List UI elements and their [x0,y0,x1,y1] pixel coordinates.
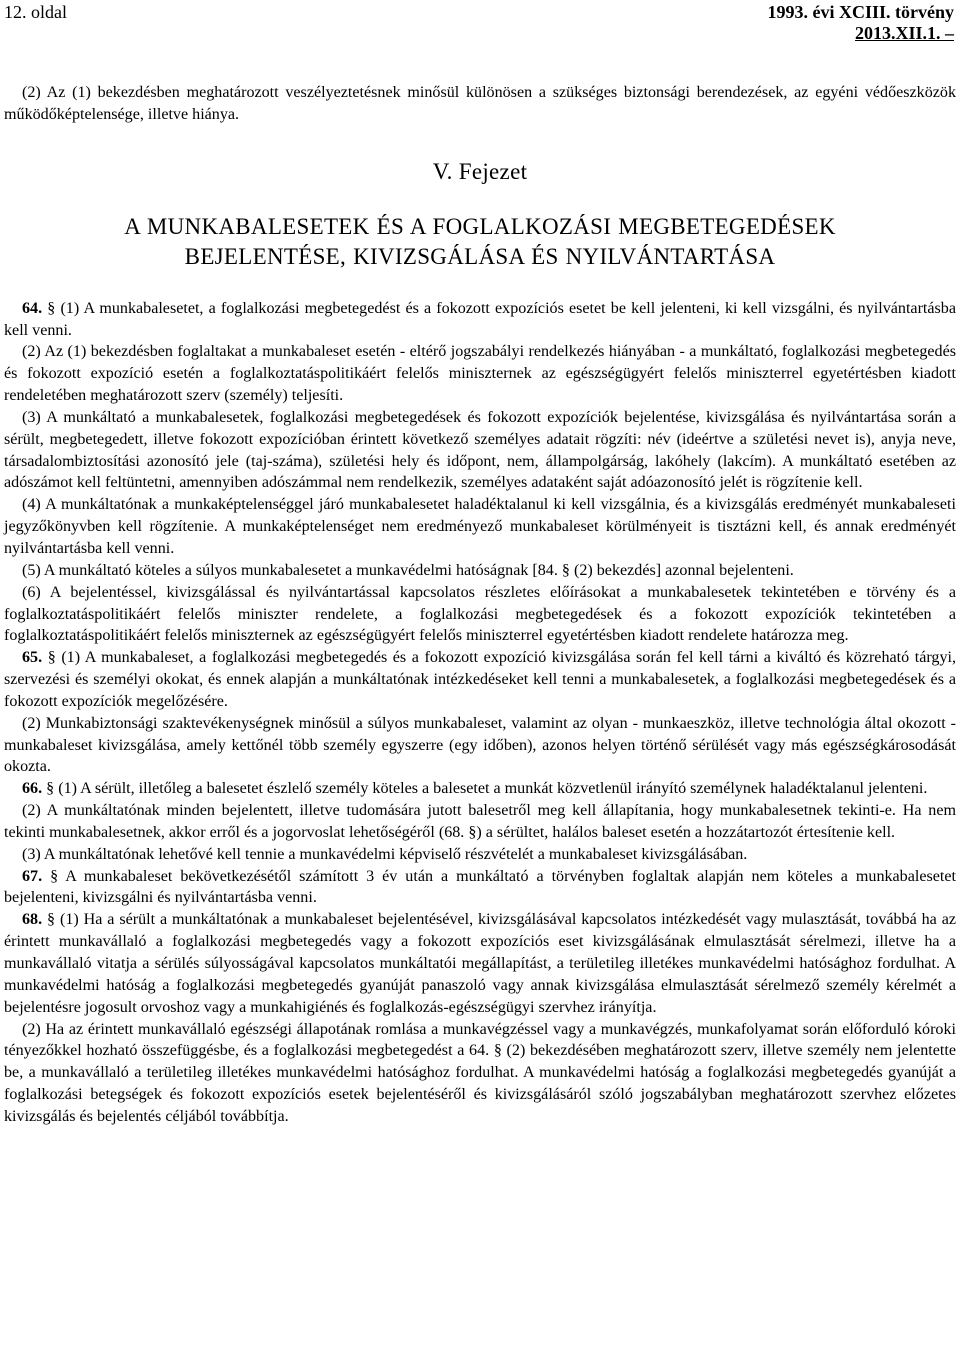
law-title-line2: 2013.XII.1. – [854,23,954,43]
paragraph [4,647,956,713]
paragraph-text: § (1) A sérült, illetőleg a balesetet észlelő személy köteles a balesetet a munkát közvetlenül irányító személynek haladéktalanul jelenteni. [46,780,928,798]
intro-paragraph: (2) Az (1) bekezdésben meghatározott veszélyeztetésnek minősül különösen a szükséges biztonsági berendezések, az egyéni védőeszközök működőképtelensége, illetve hiánya. [4,84,956,123]
paragraph-text: (3) A munkáltató a munkabalesetek, foglalkozási megbetegedések és fokozott expozíciók bejelentése, kivizsgálása és nyilvántartása során a sérült, megbetegedett, illetve fokozott expozícióban érintett következő személyes adatait rögzíti: név (ideértve a születési nevet is), anyja neve, társadalombiztosítási azonosító jele (taj-száma), születési hely és időpont, nem, állampolgárság, lakóhely (lakcím). A munkáltató esetében az adószámot kell feltüntetni, amennyiben adószámmal nem rendelkezik, személyes adataként saját adóazonosító jelét is rögzítenie kell. [4,408,956,492]
paragraph-text: (2) Ha az érintett munkavállaló egészségi állapotának romlása a munkavégzéssel vagy a munkavégzés, munkafolyamat során előforduló kóroki tényezőkkel hozható összefüggésbe, és a foglalkozási megbetegedést a 64. § (2) bekezdésében meghatározott szerv, illetve személy nem jelentette be, a munkavállaló a területileg illetékes munkavédelmi hatósághoz fordulhat. A munkavédelmi hatóság a foglalkozási megbetegedés gyanúját a foglalkozási betegségek és fokozott expozíciós esetek bejelentéséről és kivizsgálásáról szóló jogszabályban meghatározott szervhez előzetes kivizsgálás és bejelentés céljából továbbítja. [4,1020,956,1125]
section-paragraphs [4,298,956,1128]
paragraph-text: (2) A munkáltatónak minden bejelentett, illetve tudomására jutott balesetről meg kell állapítania, hogy munkabalesetnek tekinti-e. Ha nem tekinti munkabalesetnek, akkor erről és a jogorvoslat lehetőségéről (68. §) a sérültet, halálos baleset esetén a hozzátartozót értesítenie kell. [4,802,956,841]
paragraph [4,582,956,648]
paragraph-text: § (1) A munkabaleset, a foglalkozási megbetegedés és a fokozott expozíció kivizsgálása során fel kell tárni a kiváltó és közreható tárgyi, szervezési és személyi okokat, és ennek alapján a munkáltatónak intézkedéseket kell tenni a munkabalesetek, a foglalkozási megbetegedések és a fokozott expozíciók megelőzésére. [4,649,956,710]
chapter-title [4,212,956,272]
paragraph [4,844,956,866]
paragraph [4,909,956,1018]
paragraph-text: § (1) Ha a sérült a munkáltatónak a munkabaleset bejelentésével, kivizsgálásával kapcsolatos intézkedését vagy mulasztását, továbbá ha az érintett munkavállaló a foglalkozási megbetegedés vagy a fokozott expozíciós eset kivizsgálásának elmulasztását sérelmezi, illetve ha a munkavállaló vitatja a sérülés súlyosságával kapcsolatos munkáltatói megállapítást, a területileg illetékes munkavédelmi hatósághoz fordulhat. A munkavédelmi hatóság a foglalkozási megbetegedés gyanúját panaszoló vagy annak kivizsgálása elmulasztását sérelmező személy kérelmét a bejelentésre jogosult orvoshoz vagy a munkahigiénés és foglalkozás-egészségügyi szervhez irányítja. [4,911,957,1016]
section-number: 68. [22,911,43,929]
paragraph [4,407,956,494]
paragraph [4,778,956,800]
paragraph-text: (3) A munkáltatónak lehetővé kell tennie a munkavédelmi képviselő részvételét a munkabaleset kivizsgálásában. [22,845,748,863]
paragraph-text: § (1) A munkabalesetet, a foglalkozási megbetegedést és a fokozott expozíciós esetet be kell jelenteni, ki kell vizsgálni, és nyilvántartásba kell venni. [4,299,956,339]
paragraph-text: (2) Munkabiztonsági szaktevékenységnek minősül a súlyos munkabaleset, valamint az olyan - munkaeszköz, illetve technológia által okozott - munkabaleset kivizsgálása, amely kettőnél több személy egyszerre (egy időben), azonos helyen történő sérülését vagy más egészségkárosodását okozta. [4,714,956,776]
page-header [4,0,956,46]
paragraph-text: (2) Az (1) bekezdésben foglaltakat a munkabaleset esetén - eltérő jogszabályi rendelkezés hiányában - a munkáltató, foglalkozási megbetegedés és fokozott expozíció esetén a foglalkoztatáspolitikáért felelős miniszternek az egészségügyért felelős miniszterrel egyetértésben kiadott rendeletében meghatározott szerv (személy) teljesíti. [4,343,956,405]
section-number: 66. [22,780,43,798]
paragraph [4,341,956,407]
chapter-title-line2: BEJELENTÉSE, KIVIZSGÁLÁSA ÉS NYILVÁNTARTÁSA [184,243,776,269]
chapter-title-line1: A MUNKABALESETEK ÉS A FOGLALKOZÁSI MEGBETEGEDÉSEK [124,213,836,239]
paragraph-text: § A munkabaleset bekövetkezésétől számított 3 év után a munkáltató a törvényben foglaltak alapján nem köteles a munkabalesetet bejelenteni, kivizsgálni és nyilvántartásba venni. [4,867,956,907]
paragraph-text: (5) A munkáltató köteles a súlyos munkabalesetet a munkavédelmi hatóságnak [84. § (2) bekezdés] azonnal bejelenteni. [22,561,794,579]
paragraph [4,1019,956,1128]
section-number: 64. [22,299,43,317]
paragraph [4,298,956,342]
page-number: 12. oldal [4,2,67,22]
section-number: 65. [22,649,43,667]
paragraph-text: (4) A munkáltatónak a munkaképtelenséggel járó munkabalesetet haladéktalanul ki kell vizsgálnia, és a kivizsgálás eredményét munkabaleseti jegyzőkönyvben kell rögzítenie. A munkaképtelenséget nem eredményező munkabaleset körülményeit is tisztázni kell, és annak eredményét nyilvántartásba kell venni. [4,496,956,557]
chapter-number: V. Fejezet [432,158,528,184]
paragraph-text: (6) A bejelentéssel, kivizsgálással és nyilvántartással kapcsolatos részletes előírásokat a munkabalesetek tekintetében e törvény és a foglalkoztatáspolitikáért felelős miniszter rendelete, a foglalkozási megbetegedések és a fokozott expozíciók tekintetében a foglalkoztatáspolitikáért felelős miniszternek az egészségügyért felelős miniszterrel egyetértésben kiadott rendelete határozza meg. [4,583,956,645]
paragraph [4,866,956,910]
document-page [4,0,956,1128]
section-number: 67. [22,867,43,885]
paragraph [4,494,956,560]
paragraph [4,560,956,582]
document-body [4,82,956,1128]
law-title-line1: 1993. évi XCIII. törvény [767,2,954,22]
chapter-heading [4,157,956,272]
paragraph [4,713,956,779]
paragraph [4,800,956,844]
law-title [554,2,954,44]
